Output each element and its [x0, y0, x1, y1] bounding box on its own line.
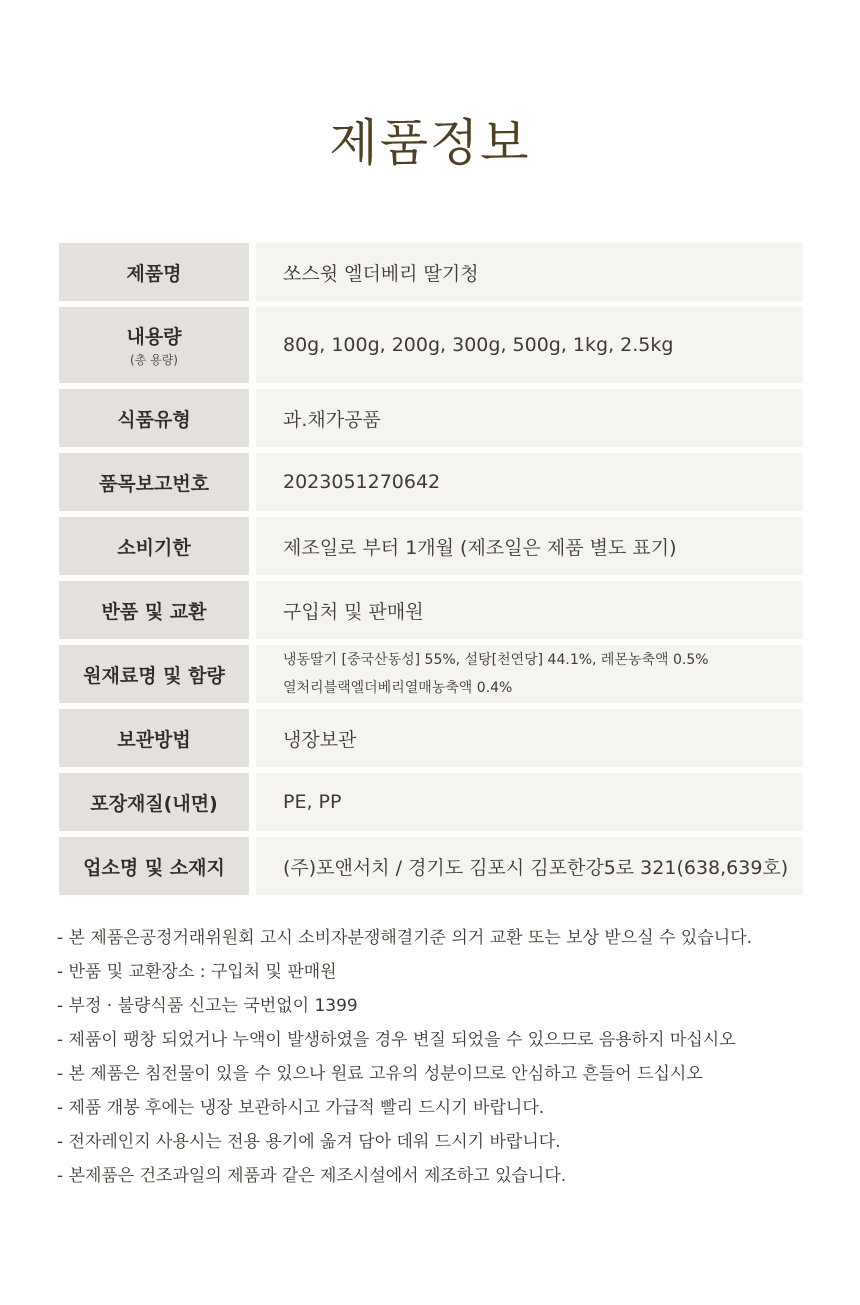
list-item: - 본 제품은 침전물이 있을 수 있으나 원료 고유의 성분이므로 안심하고 흔들어 드십시오 — [57, 1064, 703, 1084]
table-row — [59, 453, 803, 511]
list-item: - 반품 및 교환장소 : 구입처 및 판매원 — [57, 962, 337, 982]
row-label-capacity — [59, 307, 249, 383]
list-item: - 제품 개봉 후에는 냉장 보관하시고 가급적 빨리 드시기 바랍니다. — [57, 1098, 545, 1118]
table-row — [59, 645, 803, 703]
table-row — [59, 581, 803, 639]
capacity-label: 내용량 — [126, 326, 182, 348]
row-label-ingredients: 원재료명 및 함량 — [59, 645, 249, 703]
product-info-table — [59, 243, 803, 901]
table-row — [59, 709, 803, 767]
page-title: 제품정보 — [329, 114, 531, 172]
ingredients-line-2: 열처리블랙엘더베리열매농축액 0.4% — [283, 680, 513, 696]
row-label-packaging: 포장재질(내면) — [59, 773, 249, 831]
capacity-sublabel: (총 용량) — [130, 353, 178, 367]
list-item: - 전자레인지 사용시는 전용 용기에 옮겨 담아 데워 드시기 바랍니다. — [57, 1132, 561, 1152]
row-value-storage: 냉장보관 — [256, 709, 803, 767]
row-label-storage: 보관방법 — [59, 709, 249, 767]
ingredients-line-1: 냉동딸기 [중국산동성] 55%, 설탕[천연당] 44.1%, 레몬농축액 0.5% — [283, 652, 709, 668]
row-value-packaging: PE, PP — [256, 773, 803, 831]
row-value-product-name: 쏘스윗 엘더베리 딸기청 — [256, 243, 803, 301]
row-value-returns: 구입처 및 판매원 — [256, 581, 803, 639]
table-row — [59, 389, 803, 447]
table-row — [59, 837, 803, 895]
table-row — [59, 517, 803, 575]
table-row — [59, 243, 803, 301]
row-label-returns: 반품 및 교환 — [59, 581, 249, 639]
row-value-report-number: 2023051270642 — [256, 453, 803, 511]
list-item: - 부정 · 불량식품 신고는 국번없이 1399 — [57, 996, 358, 1016]
list-item: - 본 제품은공정거래위원회 고시 소비자분쟁해결기준 의거 교환 또는 보상 받으실 수 있습니다. — [57, 928, 753, 948]
row-value-expiry: 제조일로 부터 1개월 (제조일은 제품 별도 표기) — [256, 517, 803, 575]
row-label-expiry: 소비기한 — [59, 517, 249, 575]
row-label-product-name: 제품명 — [59, 243, 249, 301]
row-value-company: (주)포앤서치 / 경기도 김포시 김포한강5로 321(638,639호) — [256, 837, 803, 895]
notice-list — [57, 921, 817, 1193]
row-value-capacity: 80g, 100g, 200g, 300g, 500g, 1kg, 2.5kg — [256, 307, 803, 383]
table-row — [59, 773, 803, 831]
row-label-food-type: 식품유형 — [59, 389, 249, 447]
row-label-company: 업소명 및 소재지 — [59, 837, 249, 895]
row-value-food-type: 과.채가공품 — [256, 389, 803, 447]
list-item: - 제품이 팽창 되었거나 누액이 발생하였을 경우 변질 되었을 수 있으므로 음용하지 마십시오 — [57, 1030, 736, 1050]
table-row — [59, 307, 803, 383]
row-label-report-number: 품목보고번호 — [59, 453, 249, 511]
list-item: - 본제품은 건조과일의 제품과 같은 제조시설에서 제조하고 있습니다. — [57, 1166, 567, 1186]
row-value-ingredients — [256, 645, 803, 703]
